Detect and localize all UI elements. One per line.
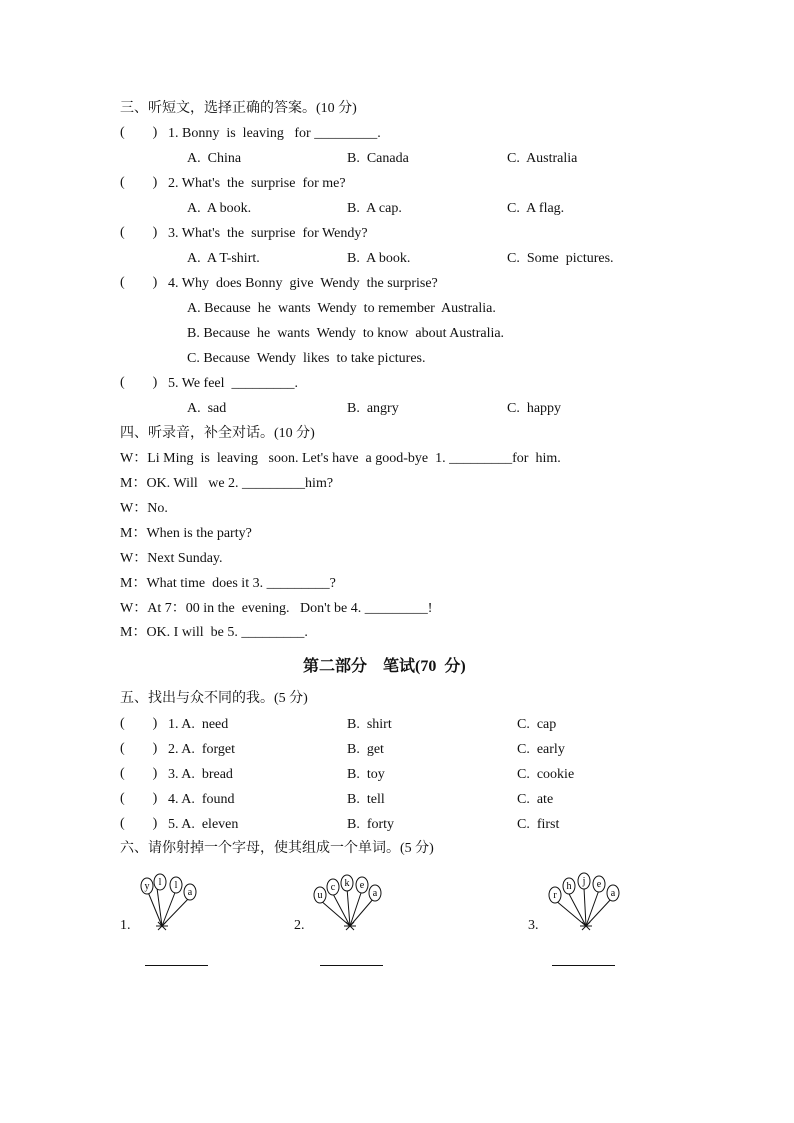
balloon-letter: h: [566, 881, 572, 892]
answer-paren[interactable]: ( ): [120, 175, 158, 190]
q2-option-c: C. A flag.: [507, 201, 565, 216]
answer-paren[interactable]: ( ): [120, 791, 158, 806]
balloon-letter: a: [187, 887, 193, 898]
q2-option-a: A. A book.: [187, 201, 252, 216]
q1-option-c: C. Australia: [507, 151, 578, 166]
answer-paren[interactable]: ( ): [120, 716, 158, 731]
balloon-letter: a: [610, 888, 616, 899]
dialogue-line: W：At 7：00 in the evening. Don't be 4. _________!: [120, 601, 433, 616]
part2-heading: 第二部分 笔试(70 分): [303, 658, 466, 675]
q3-option-a: A. A T-shirt.: [187, 251, 260, 266]
q1-stem: 1. Bonny is leaving for _________.: [168, 126, 381, 141]
s5-q5-option-b: B. forty: [347, 817, 395, 832]
item-number: 1.: [120, 918, 131, 933]
s5-q2-option-c: C. early: [517, 742, 565, 757]
s5-q4-option-c: C. ate: [517, 792, 554, 807]
s5-q5-option-a: 5. A. eleven: [168, 817, 239, 832]
answer-paren[interactable]: ( ): [120, 741, 158, 756]
balloon-letter: u: [317, 890, 323, 901]
dialogue-line: M：When is the party?: [120, 526, 252, 541]
dialogue-line: W：Next Sunday.: [120, 551, 223, 566]
balloon-letter: l: [158, 877, 162, 888]
answer-paren[interactable]: ( ): [120, 766, 158, 781]
balloon-letter: e: [596, 879, 602, 890]
s5-q2-option-a: 2. A. forget: [168, 742, 236, 757]
section5-heading: 五、找出与众不同的我。(5 分): [120, 691, 308, 706]
balloon-letter: e: [359, 880, 365, 891]
balloon-bunch-icon: [136, 870, 202, 934]
answer-paren[interactable]: ( ): [120, 275, 158, 290]
q4-option-a: A. Because he wants Wendy to remember Australia.: [187, 301, 496, 316]
s5-q3-option-b: B. toy: [347, 767, 385, 782]
q5-stem: 5. We feel _________.: [168, 376, 299, 391]
s5-q1-option-b: B. shirt: [347, 717, 392, 732]
answer-paren[interactable]: ( ): [120, 225, 158, 240]
balloon-letter: k: [344, 878, 350, 889]
q3-option-b: B. A book.: [347, 251, 411, 266]
dialogue-line: W：Li Ming is leaving soon. Let's have a good-bye 1. _________for him.: [120, 451, 561, 466]
q5-option-c: C. happy: [507, 401, 562, 416]
q5-option-a: A. sad: [187, 401, 227, 416]
balloon-letter: r: [553, 890, 557, 901]
answer-paren[interactable]: ( ): [120, 125, 158, 140]
s5-q2-option-b: B. get: [347, 742, 384, 757]
s5-q4-option-a: 4. A. found: [168, 792, 235, 807]
item-number: 2.: [294, 918, 305, 933]
answer-paren[interactable]: ( ): [120, 816, 158, 831]
q1-option-a: A. China: [187, 151, 242, 166]
dialogue-line: M：OK. Will we 2. _________him?: [120, 476, 334, 491]
section6-heading: 六、请你射掉一个字母，使其组成一个单词。(5 分): [120, 841, 434, 856]
balloon-letter: y: [144, 881, 150, 892]
dialogue-line: M：What time does it 3. _________?: [120, 576, 336, 591]
q3-option-c: C. Some pictures.: [507, 251, 614, 266]
answer-blank[interactable]: [145, 965, 208, 966]
dialogue-line: W：No.: [120, 501, 168, 516]
q2-stem: 2. What's the surprise for me?: [168, 176, 346, 191]
answer-paren[interactable]: ( ): [120, 375, 158, 390]
section4-heading: 四、听录音，补全对话。(10 分): [120, 426, 315, 441]
balloon-letter: a: [372, 888, 378, 899]
q4-option-b: B. Because he wants Wendy to know about Australia.: [187, 326, 505, 341]
s5-q3-option-c: C. cookie: [517, 767, 575, 782]
balloon-letter: j: [582, 876, 586, 887]
balloon-letter: c: [330, 882, 336, 893]
s5-q5-option-c: C. first: [517, 817, 560, 832]
q4-option-c: C. Because Wendy likes to take pictures.: [187, 351, 426, 366]
q4-stem: 4. Why does Bonny give Wendy the surprise?: [168, 276, 438, 291]
q5-option-b: B. angry: [347, 401, 399, 416]
q1-option-b: B. Canada: [347, 151, 409, 166]
s5-q1-option-c: C. cap: [517, 717, 557, 732]
dialogue-line: M：OK. I will be 5. _________.: [120, 625, 308, 640]
q3-stem: 3. What's the surprise for Wendy?: [168, 226, 368, 241]
s5-q4-option-b: B. tell: [347, 792, 385, 807]
q2-option-b: B. A cap.: [347, 201, 402, 216]
section3-heading: 三、听短文，选择正确的答案。(10 分): [120, 101, 357, 116]
balloon-letter: l: [174, 880, 178, 891]
s5-q1-option-a: 1. A. need: [168, 717, 229, 732]
answer-blank[interactable]: [552, 965, 615, 966]
balloon-bunch-icon: [544, 866, 624, 934]
item-number: 3.: [528, 918, 539, 933]
answer-blank[interactable]: [320, 965, 383, 966]
s5-q3-option-a: 3. A. bread: [168, 767, 233, 782]
balloon-bunch-icon: [310, 870, 386, 934]
